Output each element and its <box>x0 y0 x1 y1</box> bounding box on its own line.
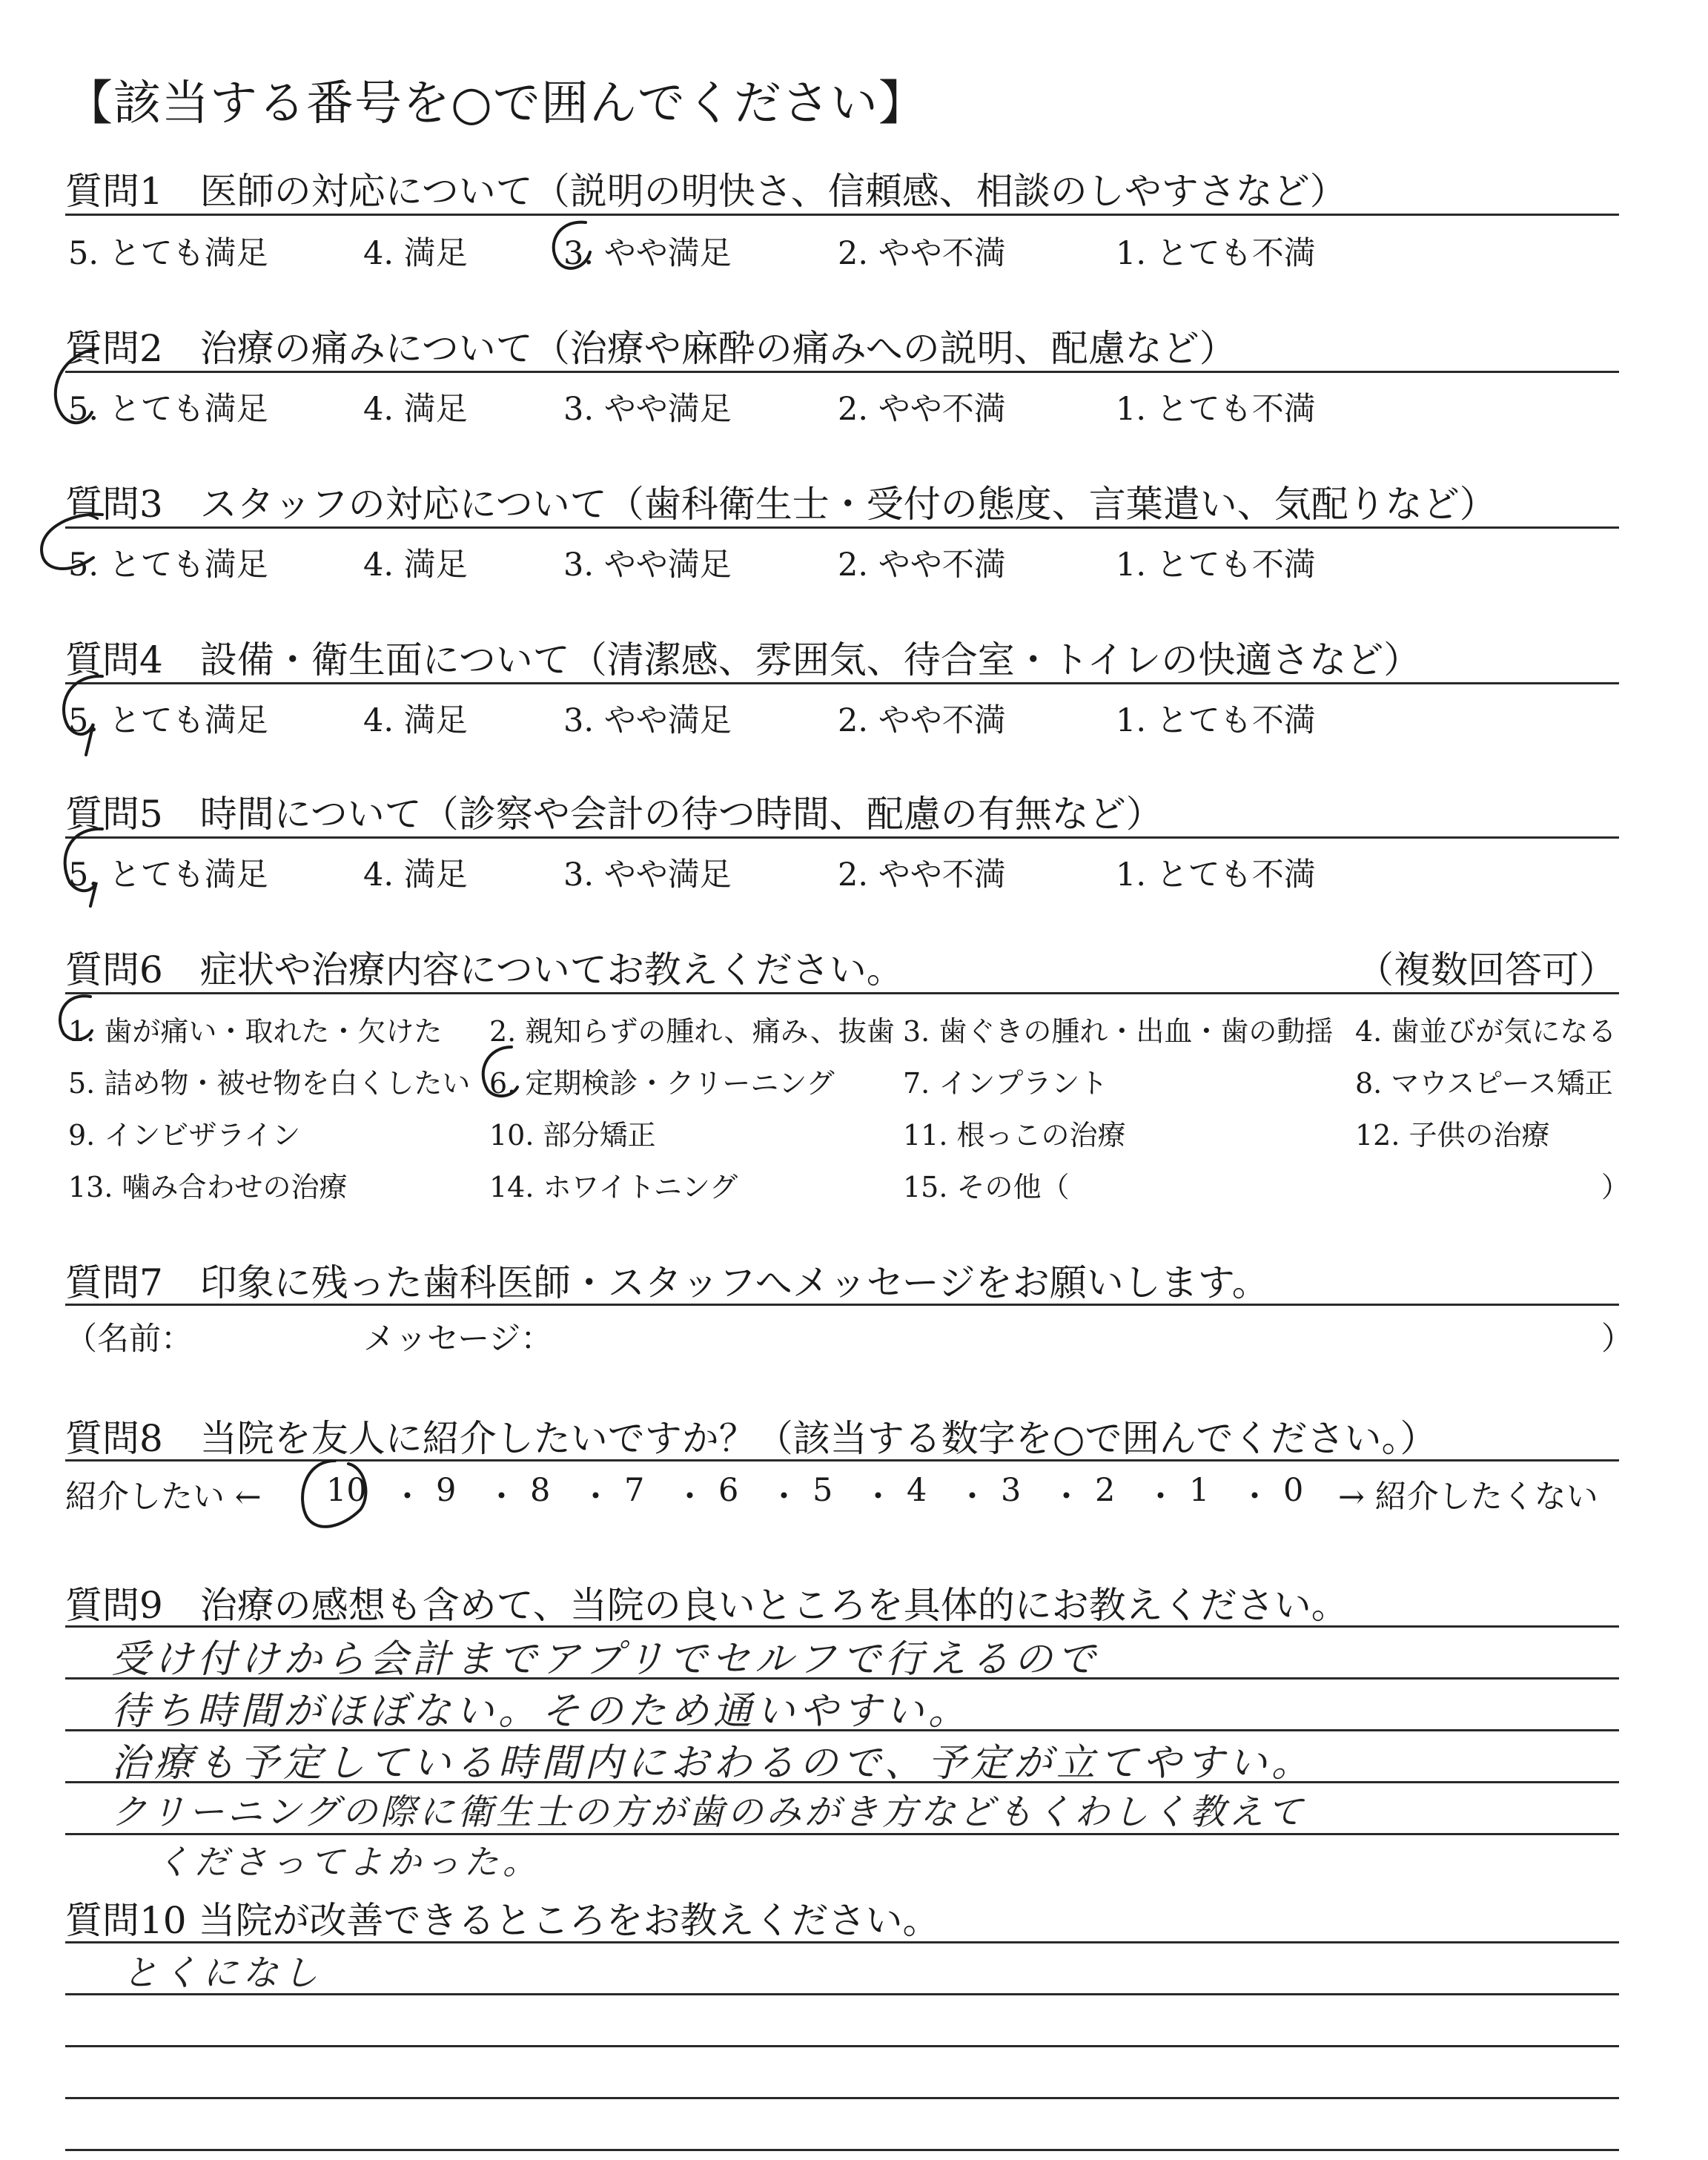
q8-score-7[interactable]: 7 <box>624 1472 645 1509</box>
q8-score-1[interactable]: 1 <box>1189 1472 1210 1509</box>
q8-sep: ・ <box>580 1479 612 1516</box>
q8-score-9[interactable]: 9 <box>436 1472 457 1509</box>
q6-option-2[interactable]: 2. 親知らずの腫れ、痛み、抜歯 <box>489 1015 895 1048</box>
q6-option-13[interactable]: 13. 噛み合わせの治療 <box>68 1171 348 1203</box>
q4-option-1[interactable]: 1. とても不満 <box>1116 702 1316 739</box>
q6-option-10[interactable]: 10. 部分矯正 <box>489 1119 656 1152</box>
q9-title: 質問9 治療の感想も含めて、当院の良いところを具体的にお教えください。 <box>65 1584 1348 1627</box>
q1-selection-circle <box>554 222 590 268</box>
q7-close-paren: ） <box>1601 1321 1633 1358</box>
q3-option-4[interactable]: 4. 満足 <box>363 546 468 584</box>
q3-option-3[interactable]: 3. やや満足 <box>563 546 732 584</box>
q9-answer-line-4: クリーニングの際に衛生士の方が歯のみがき方などもくわしく教えて <box>111 1791 1306 1833</box>
q4-title: 質問4 設備・衛生面について（清潔感、雰囲気、待合室・トイレの快適さなど） <box>65 638 1421 681</box>
q1-option-5[interactable]: 5. とても満足 <box>68 235 268 272</box>
q6-option-1[interactable]: 1. 歯が痛い・取れた・欠けた <box>68 1015 443 1048</box>
q2-option-3[interactable]: 3. やや満足 <box>563 391 732 428</box>
q5-option-4[interactable]: 4. 満足 <box>363 856 468 894</box>
q9-answer-line-5: くださってよかった。 <box>156 1842 541 1882</box>
q2-option-2[interactable]: 2. やや不満 <box>838 391 1006 428</box>
q1-title: 質問1 医師の対応について（説明の明快さ、信頼感、相談のしやすさなど） <box>65 170 1347 213</box>
q4-option-4[interactable]: 4. 満足 <box>363 702 468 739</box>
q5-option-5[interactable]: 5. とても満足 <box>68 856 268 894</box>
q8-score-10[interactable]: 10 <box>326 1472 367 1509</box>
q8-score-2[interactable]: 2 <box>1095 1472 1116 1509</box>
q6-option-5[interactable]: 5. 詰め物・被せ物を白くしたい <box>68 1067 471 1100</box>
q8-score-3[interactable]: 3 <box>1001 1472 1022 1509</box>
q8-sep: ・ <box>391 1479 423 1516</box>
q6-option-9[interactable]: 9. インビザライン <box>68 1119 301 1152</box>
q9-answer-line-1: 受け付けから会計までアプリでセルフで行えるので <box>111 1637 1100 1682</box>
q3-option-5[interactable]: 5. とても満足 <box>68 546 268 584</box>
q6-option-12[interactable]: 12. 子供の治療 <box>1355 1119 1550 1152</box>
q10-answer-line-1: とくになし <box>122 1952 323 1994</box>
q6-option-7[interactable]: 7. インプラント <box>903 1067 1108 1100</box>
q8-score-5[interactable]: 5 <box>812 1472 833 1509</box>
q6-selection-circle-6 <box>483 1047 517 1096</box>
q6-option-11[interactable]: 11. 根っこの治療 <box>903 1119 1126 1152</box>
q8-title: 質問8 当院を友人に紹介したいですか？（該当する数字を○で囲んでください。） <box>65 1417 1437 1460</box>
q8-sep: ・ <box>486 1479 517 1516</box>
q2-title: 質問2 治療の痛みについて（治療や麻酔の痛みへの説明、配慮など） <box>65 327 1237 370</box>
q6-option-4[interactable]: 4. 歯並びが気になる <box>1355 1015 1617 1048</box>
q8-sep: ・ <box>1145 1479 1176 1516</box>
form-header: 【該当する番号を○で囲んでください】 <box>65 76 927 131</box>
q3-option-1[interactable]: 1. とても不満 <box>1116 546 1316 584</box>
q1-option-1[interactable]: 1. とても不満 <box>1116 235 1316 272</box>
q2-option-1[interactable]: 1. とても不満 <box>1116 391 1316 428</box>
q8-sep: ・ <box>768 1479 800 1516</box>
q8-sep: ・ <box>956 1479 988 1516</box>
q8-left-label: 紹介したい ← <box>65 1479 262 1516</box>
q5-selection-circle <box>65 829 102 906</box>
q6-option-15[interactable]: 15. その他（ <box>903 1171 1070 1203</box>
q8-sep: ・ <box>862 1479 894 1516</box>
q8-score-8[interactable]: 8 <box>530 1472 551 1509</box>
q2-option-5[interactable]: 5. とても満足 <box>68 391 268 428</box>
q8-sep: ・ <box>1050 1479 1082 1516</box>
q3-option-2[interactable]: 2. やや不満 <box>838 546 1006 584</box>
q6-selection-circle-1 <box>60 996 92 1040</box>
q3-title: 質問3 スタッフの対応について（歯科衛生士・受付の態度、言葉遣い、気配りなど） <box>65 483 1497 526</box>
q10-title: 質問10 当院が改善できるところをお教えください。 <box>65 1899 940 1942</box>
q4-option-5[interactable]: 5. とても満足 <box>68 702 268 739</box>
q4-option-2[interactable]: 2. やや不満 <box>838 702 1006 739</box>
q6-option-6[interactable]: 6. 定期検診・クリーニング <box>489 1067 835 1100</box>
q7-name-label: （名前： <box>65 1321 193 1358</box>
q7-message-label: メッセージ： <box>363 1321 553 1358</box>
q5-option-1[interactable]: 1. とても不満 <box>1116 856 1316 894</box>
q4-option-3[interactable]: 3. やや満足 <box>563 702 732 739</box>
q5-title: 質問5 時間について（診察や会計の待つ時間、配慮の有無など） <box>65 793 1163 836</box>
q8-right-label: → 紹介したくない <box>1338 1479 1598 1516</box>
q8-sep: ・ <box>1239 1479 1271 1516</box>
q5-option-2[interactable]: 2. やや不満 <box>838 856 1006 894</box>
q8-score-6[interactable]: 6 <box>718 1472 739 1509</box>
q7-title: 質問7 印象に残った歯科医師・スタッフへメッセージをお願いします。 <box>65 1261 1269 1304</box>
q8-sep: ・ <box>674 1479 706 1516</box>
q6-title: 質問6 症状や治療内容についてお教えください。 <box>65 948 904 991</box>
q8-score-4[interactable]: 4 <box>907 1472 927 1509</box>
q8-selection-circle-10 <box>302 1461 365 1527</box>
q6-option-14[interactable]: 14. ホワイトニング <box>489 1171 738 1203</box>
q8-score-0[interactable]: 0 <box>1283 1472 1304 1509</box>
q4-selection-circle <box>64 676 102 755</box>
q2-option-4[interactable]: 4. 満足 <box>363 391 468 428</box>
q6-multi-note: （複数回答可） <box>1357 948 1616 991</box>
q1-option-2[interactable]: 2. やや不満 <box>838 235 1006 272</box>
q1-option-4[interactable]: 4. 満足 <box>363 235 468 272</box>
q6-other-close-paren: ） <box>1601 1171 1630 1203</box>
q9-answer-line-2: 待ち時間がほぼない。そのため通いやすい。 <box>111 1689 972 1734</box>
q5-option-3[interactable]: 3. やや満足 <box>563 856 732 894</box>
q2-selection-circle <box>56 349 98 423</box>
q3-selection-circle <box>42 515 102 569</box>
q9-answer-line-3: 治療も予定している時間内におわるので、予定が立てやすい。 <box>111 1741 1314 1786</box>
q1-option-3[interactable]: 3. やや満足 <box>563 235 732 272</box>
q6-option-8[interactable]: 8. マウスピース矯正 <box>1355 1067 1613 1100</box>
q6-option-3[interactable]: 3. 歯ぐきの腫れ・出血・歯の動揺 <box>903 1015 1334 1048</box>
